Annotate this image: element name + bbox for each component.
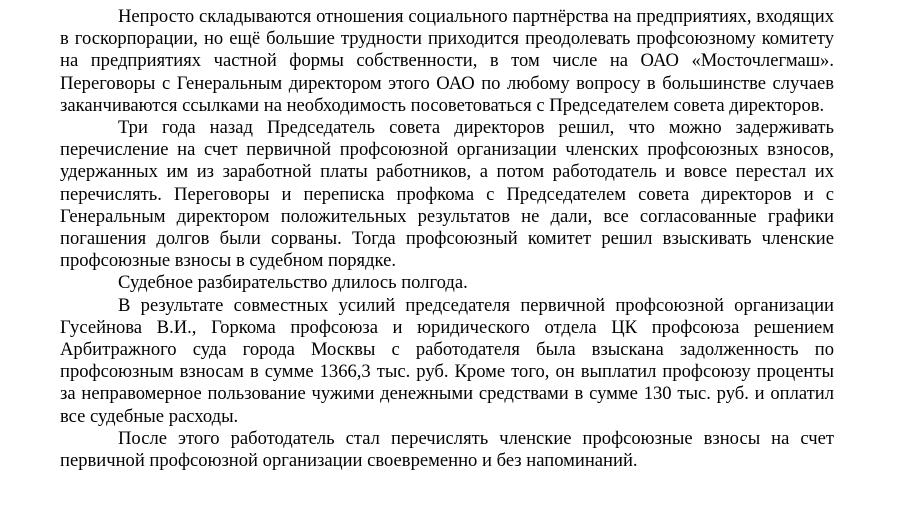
paragraph-1: Непросто складываются отношения социального партнёрства на предприятиях, входящих в госкорпорации, но ещё большие трудности приходится преодолевать профсоюзному комитету на предприятиях частной формы собственности, в том числе на ОАО «Мосточлегмаш». Переговоры с Генеральным директором этого ОАО по любому вопросу в большинстве случаев заканчиваются ссылками на необходимость посоветоваться с Председателем совета директоров.	[60, 6, 834, 116]
paragraph-5: После этого работодатель стал перечислять членские профсоюзные взносы на счет первичной профсоюзной организации своевременно и без напоминаний.	[60, 427, 834, 472]
paragraph-2: Три года назад Председатель совета директоров решил, что можно задерживать перечисление на счет первичной профсоюзной организации членских профсоюзных взносов, удержанных им из заработной платы работников, а потом работодатель и вовсе перестал их перечислять. Переговоры и переписка профкома с Председателем совета директоров и с Генеральным директором положительных результатов не дали, все согласованные графики погашения долгов были сорваны. Тогда профсоюзный комитет решил взыскивать членские профсоюзные взносы в судебном порядке.	[60, 117, 834, 272]
document-body	[60, 6, 834, 472]
paragraph-3: Судебное разбирательство длилось полгода.	[118, 272, 468, 294]
paragraph-4: В результате совместных усилий председателя первичной профсоюзной организации Гусейнова В.И., Горкома профсоюза и юридического отдела ЦК профсоюза решением Арбитражного суда города Москвы с работодателя была взыскана задолженность по профсоюзным взносам в сумме 1366,3 тыс. руб. Кроме того, он выплатил профсоюзу проценты за неправомерное пользование чужими денежными средствами в сумме 130 тыс. руб. и оплатил все судебные расходы.	[60, 294, 834, 427]
